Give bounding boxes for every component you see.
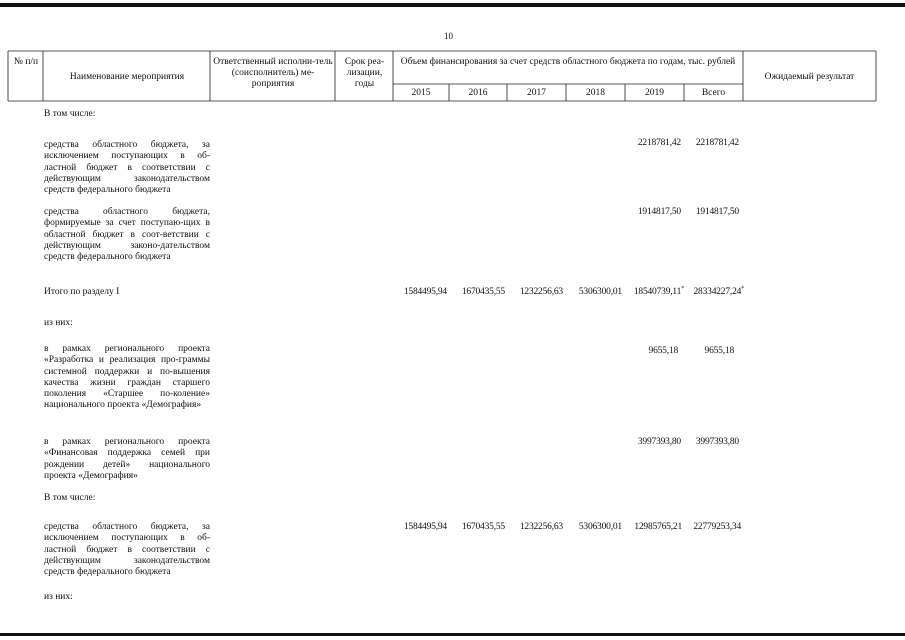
- row-value-total: 9655,18: [704, 346, 734, 356]
- row-value-total: 3997393,80: [695, 437, 739, 447]
- row-label: из них:: [44, 318, 73, 328]
- header-year-2018: 2018: [586, 88, 605, 98]
- row-value-2019: 18540739,11*: [633, 285, 684, 297]
- header-col-responsible: Ответственный исполни-тель (соисполнитель) ме-роприятия: [213, 57, 333, 89]
- row-value-2017: 1232256,63: [519, 522, 563, 532]
- header-year-2015: 2015: [411, 88, 431, 98]
- row-value-2019: 1914817,50: [637, 207, 681, 217]
- header-col-term: Срок реа-лизации, годы: [344, 57, 385, 89]
- row-value-2016: 1670435,55: [461, 287, 505, 297]
- row-value-2015: 1584495,94: [403, 522, 447, 532]
- header-col-funding: Объем финансирования за счет средств областного бюджета по годам, тыс. рублей: [400, 57, 736, 67]
- footnote-mark: *: [681, 285, 684, 292]
- header-year-2017: 2017: [527, 88, 546, 98]
- row-value-2019: 9655,18: [648, 346, 678, 356]
- row-value-2016: 1670435,55: [461, 522, 505, 532]
- row-value-2017: 1232256,63: [519, 287, 563, 297]
- bottom-border-rule: [0, 633, 905, 636]
- page-number: 10: [444, 31, 453, 41]
- row-value-2019: 3997393,80: [637, 437, 681, 447]
- row-label: средства областного бюджета, за исключением поступающих в об-ластной бюджет в соответствии с действующим законодательством средств федерального бюджета: [44, 522, 210, 578]
- header-col-number: № п/п: [13, 57, 39, 67]
- header-year-2016: 2016: [468, 88, 488, 98]
- row-label: В том числе:: [44, 109, 96, 119]
- row-label: из них:: [44, 592, 73, 602]
- row-value-total: 1914817,50: [695, 207, 739, 217]
- row-value-total: 28334227,24*: [693, 285, 744, 297]
- row-label: в рамках регионального проекта «Финансовая поддержка семей при рождении детей» национального проекта «Демография»: [44, 437, 210, 481]
- row-value-total: 22779253,34: [693, 522, 741, 532]
- row-value-2019: 2218781,42: [637, 138, 681, 148]
- row-label: средства областного бюджета, формируемые за счет поступаю-щих в областной бюджет в соот-ветствии с действующим законо-дательством средств федерального бюджета: [44, 207, 210, 263]
- row-value-total: 2218781,42: [695, 138, 739, 148]
- row-value-2019: 12985765,21: [634, 522, 682, 532]
- row-label: В том числе:: [44, 493, 96, 503]
- header-col-name: Наименование мероприятия: [69, 72, 185, 82]
- header-year-2019: 2019: [645, 88, 664, 98]
- footnote-mark: *: [741, 285, 744, 292]
- row-value-2018: 5306300,01: [578, 522, 622, 532]
- row-value-2018: 5306300,01: [578, 287, 622, 297]
- header-year-total: Всего: [701, 88, 726, 98]
- row-label: средства областного бюджета, за исключением поступающих в об-ластной бюджет в соответствии с действующим законодательством средств федерального бюджета: [44, 140, 210, 196]
- row-label: в рамках регионального проекта «Разработка и реализация про-граммы системной поддержки и по-вышения качества жизни граждан старшего поколения «Старшее по-коление» национального проекта «Демография»: [44, 344, 210, 411]
- row-value-2015: 1584495,94: [403, 287, 447, 297]
- top-border-rule: [0, 3, 905, 7]
- header-col-result: Ожидаемый результат: [764, 72, 855, 82]
- row-label-section-total: Итого по разделу I: [44, 287, 120, 297]
